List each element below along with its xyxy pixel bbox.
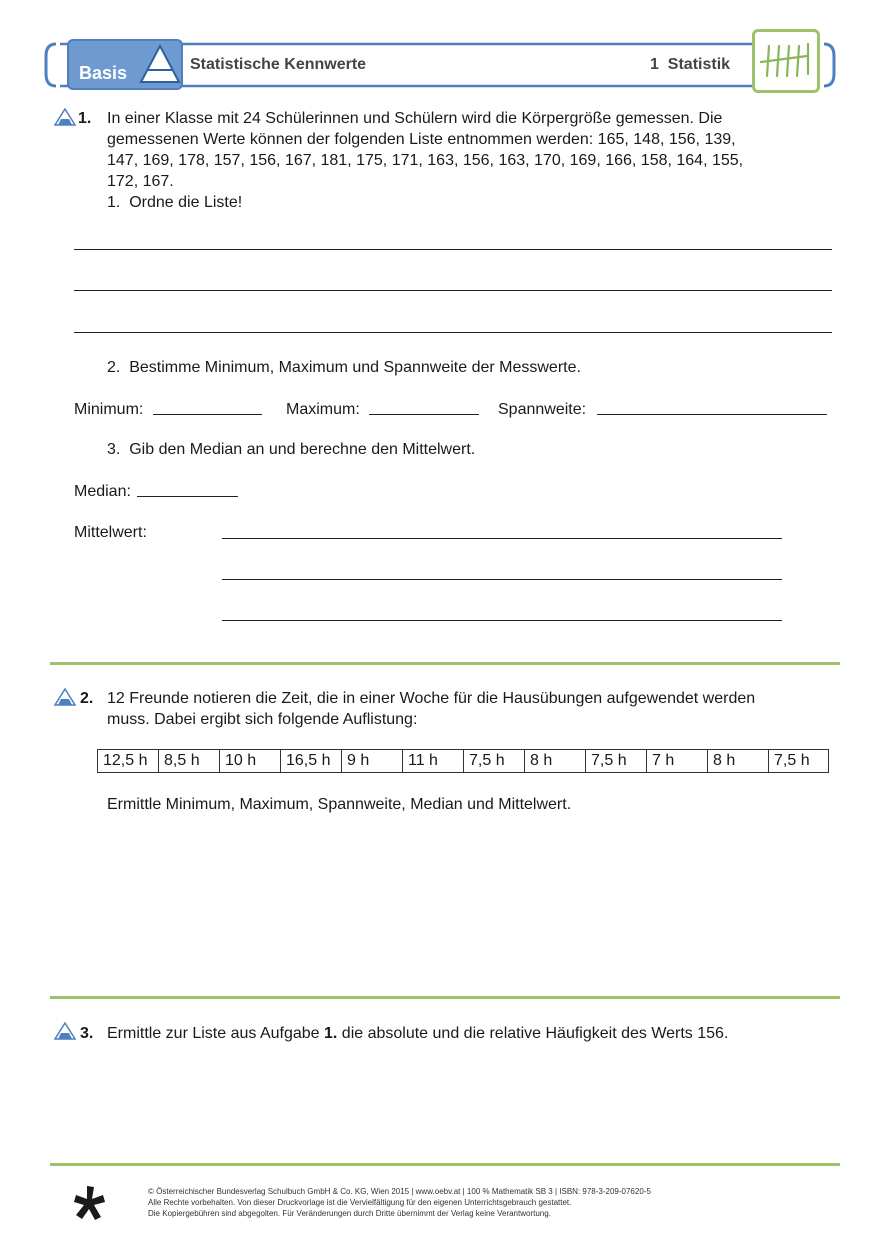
- footer-line-3: Die Kopiergebühren sind abgegolten. Für Veränderungen durch Dritte übernimmt der Verlag keine Verantwortung.: [148, 1209, 551, 1218]
- answer-line[interactable]: [74, 290, 832, 291]
- tally-marks-icon: [755, 32, 817, 90]
- footer: [148, 1186, 651, 1219]
- task1-line-4: 172, 167.: [107, 173, 174, 190]
- table-cell: 8 h: [525, 750, 586, 772]
- maximum-answer-line[interactable]: [369, 414, 479, 415]
- table-cell: 7,5 h: [464, 750, 525, 772]
- answer-line[interactable]: [74, 332, 832, 333]
- mittelwert-answer-line[interactable]: [222, 579, 782, 580]
- table-cell: 7,5 h: [769, 750, 829, 772]
- section-divider: [50, 996, 840, 999]
- task1-subtask-3: 3. Gib den Median an und berechne den Mittelwert.: [107, 441, 476, 458]
- task3-number: 3.: [80, 1025, 94, 1042]
- tally-badge: [752, 29, 820, 93]
- task3-text-post: die absolute und die relative Häufigkeit des Werts 156.: [337, 1025, 729, 1042]
- mittelwert-answer-line[interactable]: [222, 620, 782, 621]
- footer-line-1: © Österreichischer Bundesverlag Schulbuch GmbH & Co. KG, Wien 2015 | www.oebv.at | 100 % Mathematik SB 3 | ISBN: 978-3-209-07620-5: [148, 1187, 651, 1196]
- level-triangle-icon: [54, 688, 76, 706]
- task3-text-bold: 1.: [324, 1025, 338, 1042]
- median-answer-line[interactable]: [137, 496, 238, 497]
- task3-text: [107, 1023, 728, 1044]
- level-triangle-icon: [54, 1022, 76, 1040]
- level-triangle-icon: [139, 44, 181, 86]
- level-triangle-icon: [54, 108, 76, 126]
- minimum-answer-line[interactable]: [153, 414, 262, 415]
- task1-line-3: 147, 169, 178, 157, 156, 167, 181, 175, 171, 163, 156, 163, 170, 169, 166, 158, 164, 155,: [107, 152, 744, 169]
- median-label: Median:: [74, 483, 131, 500]
- table-cell: 11 h: [403, 750, 464, 772]
- table-cell: 10 h: [220, 750, 281, 772]
- spannweite-answer-line[interactable]: [597, 414, 827, 415]
- task2-instruction: Ermittle Minimum, Maximum, Spannweite, Median und Mittelwert.: [107, 796, 572, 813]
- task1-line-2: gemessenen Werte können der folgenden Liste entnommen werden: 165, 148, 156, 139,: [107, 131, 736, 148]
- table-cell: 8 h: [708, 750, 769, 772]
- table-cell: 16,5 h: [281, 750, 342, 772]
- task1-subtask-1: 1. Ordne die Liste!: [107, 194, 243, 211]
- task1-line-1: In einer Klasse mit 24 Schülerinnen und Schülern wird die Körpergröße gemessen. Die: [107, 110, 723, 127]
- task1-number: 1.: [78, 110, 92, 127]
- task2-line-2: muss. Dabei ergibt sich folgende Auflistung:: [107, 711, 418, 728]
- maximum-label: Maximum:: [286, 401, 360, 418]
- answer-line[interactable]: [74, 249, 832, 250]
- table-cell: 9 h: [342, 750, 403, 772]
- publisher-logo-icon: [72, 1184, 110, 1222]
- table-cell: 7 h: [647, 750, 708, 772]
- task2-number: 2.: [80, 690, 94, 707]
- data-table: [97, 749, 829, 773]
- table-cell: 8,5 h: [159, 750, 220, 772]
- spannweite-label: Spannweite:: [498, 401, 587, 418]
- basis-badge: [67, 39, 183, 90]
- mittelwert-answer-line[interactable]: [222, 538, 782, 539]
- section-divider: [50, 662, 840, 665]
- chapter-label: 1 Statistik: [650, 56, 731, 73]
- task1-subtask-2: 2. Bestimme Minimum, Maximum und Spannweite der Messwerte.: [107, 359, 581, 376]
- table-cell: 7,5 h: [586, 750, 647, 772]
- minimum-label: Minimum:: [74, 401, 144, 418]
- task2-line-1: 12 Freunde notieren die Zeit, die in einer Woche für die Hausübungen aufgewendet werden: [107, 690, 756, 707]
- task3-text-pre: Ermittle zur Liste aus Aufgabe: [107, 1025, 324, 1042]
- basis-label: Basis: [79, 63, 128, 83]
- footer-line-2: Alle Rechte vorbehalten. Von dieser Druckvorlage ist die Vervielfältigung für den eigenen Unterrichtsgebrauch gestattet.: [148, 1198, 572, 1207]
- mittelwert-label: Mittelwert:: [74, 524, 147, 541]
- page-title: Statistische Kennwerte: [190, 56, 367, 73]
- section-divider: [50, 1163, 840, 1166]
- table-cell: 12,5 h: [98, 750, 159, 772]
